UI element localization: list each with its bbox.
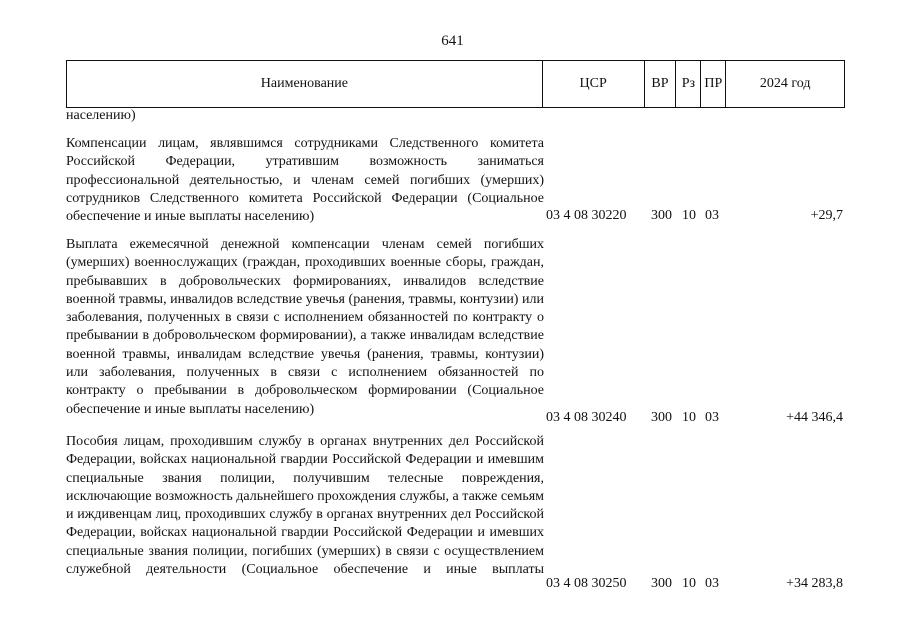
row-amount: +44 346,4 — [786, 410, 843, 425]
row-csr: 03 4 08 30220 — [546, 208, 627, 223]
header-csr: ЦСР — [542, 61, 644, 107]
table-header — [66, 60, 845, 108]
row-csr: 03 4 08 30240 — [546, 410, 627, 425]
header-name: Наименование — [260, 76, 348, 91]
row-description: Выплата ежемесячной денежной компенсации членам семей погибших (умерших) военнослужащих (граждан, проходивших военные сборы, граждан, пребывавших в добровольческих формированиях, инвалидов вследствие военной травмы, инвалидов вследствие увечья (ранения, травмы, контузии) или заболевания, полученных в связи с исполнением обязанностей по контракту о пребывании в добровольческом формировании), а также инвалидам вследствие военной травмы, инвалидам вследствие увечья (ранения, травмы, контузии) или заболевания, полученных в связи с исполнением обязанностей по контракту о пребывании в добровольческом формировании (Социальное обеспечение и иные выплаты населению) — [66, 237, 544, 417]
row-vr: 300 — [651, 208, 672, 223]
row-vr: 300 — [651, 576, 672, 591]
page-number: 641 — [441, 33, 464, 49]
header-rz: Рз — [675, 61, 700, 107]
row-amount: +34 283,8 — [786, 576, 843, 591]
header-year: 2024 год — [725, 61, 844, 107]
row-rz: 10 — [682, 576, 696, 591]
row-rz: 10 — [682, 410, 696, 425]
row-csr: 03 4 08 30250 — [546, 576, 627, 591]
row-pr: 03 — [705, 208, 719, 223]
row-amount: +29,7 — [810, 208, 843, 223]
row-rz: 10 — [682, 208, 696, 223]
row-description: Пособия лицам, проходившим службу в органах внутренних дел Российской Федерации, войсках национальной гвардии Российской Федерации и имевшим специальные звания полиции, получившим телесные повреждения, исключающие возможность дальнейшего прохождения службы, а также семьям и иждивенцам лиц, проходивших службу в органах внутренних дел Российской Федерации, войсках национальной гвардии Российской Федерации и имевших специальные звания полиции, погибших (умерших) в связи с осуществлением служебной деятельности (Социальное обеспечение и иные выплаты — [66, 434, 544, 578]
row-pr: 03 — [705, 410, 719, 425]
continuation-text: населению) — [66, 108, 136, 123]
header-pr: ПР — [700, 61, 725, 107]
row-vr: 300 — [651, 410, 672, 425]
row-pr: 03 — [705, 576, 719, 591]
row-description: Компенсации лицам, являвшимся сотрудниками Следственного комитета Российской Федерации, утратившим возможность заниматься профессиональной деятельностью, и членам семей погибших (умерших) сотрудников Следственного комитета Российской Федерации (Социальное обеспечение и иные выплаты населению) — [66, 136, 544, 225]
header-vr: ВР — [644, 61, 676, 107]
